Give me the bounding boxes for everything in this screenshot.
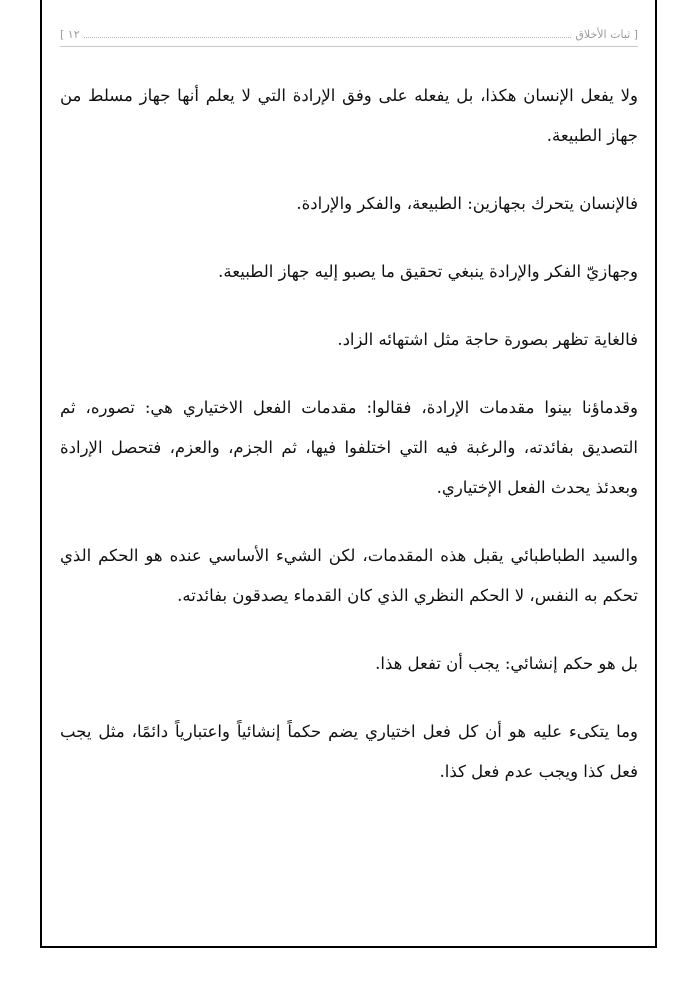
paragraph-7: بل هو حكم إنشائي: يجب أن تفعل هذا.: [375, 654, 638, 673]
paragraph-1: ولا يفعل الإنسان هكذا، بل يفعله على وفق الإرادة التي لا يعلم أنها جهاز مسلط من جهاز الطبيعة.: [60, 86, 638, 145]
paragraph-3: وجهازيّ الفكر والإرادة ينبغي تحقيق ما يصبو إليه جهاز الطبيعة.: [218, 262, 638, 281]
running-header-title: [ ثبات الأخلاق: [575, 27, 638, 41]
running-header: [60, 22, 638, 47]
paragraph-6: والسيد الطباطبائي يقبل هذه المقدمات، لكن الشيء الأساسي عنده هو الحكم الذي تحكم به النفس، لا الحكم النظري الذي كان القدماء يصدقون بفائدته.: [60, 546, 638, 605]
paragraph-2: فالإنسان يتحرك بجهازين: الطبيعة، والفكر والإرادة.: [296, 194, 638, 213]
header-dot-leader: [84, 37, 572, 38]
page-number: ١٢ ]: [60, 27, 80, 41]
paragraph-4: فالغاية تظهر بصورة حاجة مثل اشتهائه الزاد.: [337, 330, 638, 349]
page-body: [60, 76, 638, 820]
paragraph-5: وقدماؤنا بينوا مقدمات الإرادة، فقالوا: مقدمات الفعل الاختياري هي: تصوره، ثم التصديق بفائدته، والرغبة فيه التي اختلفوا فيها، ثم الجزم، والعزم، فتحصل الإرادة وبعدئذ يحدث الفعل الإختياري.: [60, 398, 638, 497]
paragraph-8: وما يتكىء عليه هو أن كل فعل اختياري يضم حكماً إنشائياً واعتبارياً دائمًا، مثل يجب فعل كذا ويجب عدم فعل كذا.: [60, 722, 638, 781]
